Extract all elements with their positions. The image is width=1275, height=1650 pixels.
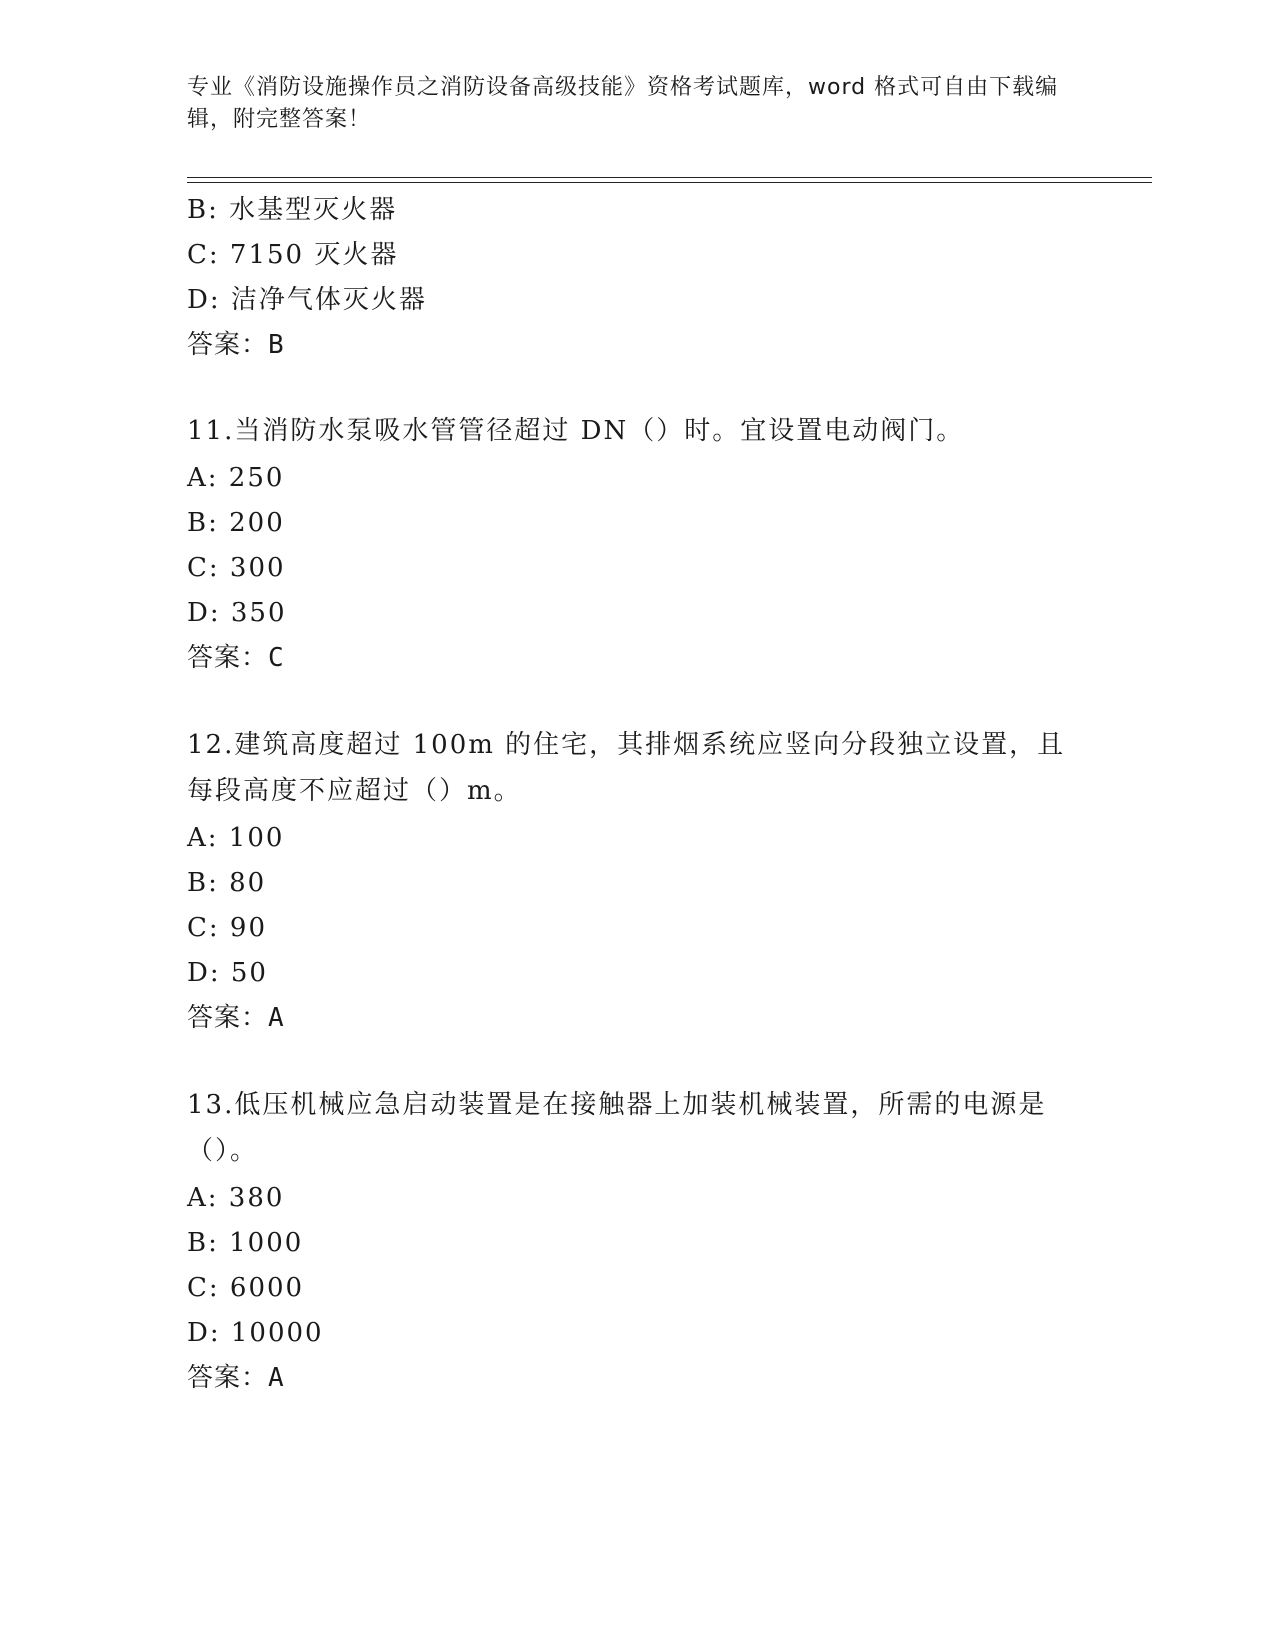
answer-value: A — [268, 1363, 285, 1393]
option-b: B: 200 — [187, 508, 285, 538]
answer-line — [187, 1358, 1067, 1398]
answer-line — [187, 998, 1067, 1038]
question-text: 12.建筑高度超过 100m 的住宅，其排烟系统应竖向分段独立设置，且每段高度不应超过（）m。 — [187, 730, 1066, 806]
header-rule-bottom — [187, 182, 1152, 183]
question-text: 13.低压机械应急启动装置是在接触器上加装机械装置，所需的电源是（）。 — [187, 1090, 1047, 1166]
option-d: D: 350 — [187, 598, 287, 628]
option-c: C: 90 — [187, 913, 268, 943]
option-d: D: 10000 — [187, 1318, 324, 1348]
option-b: B: 水基型灭火器 — [187, 195, 398, 225]
option-d: D: 50 — [187, 958, 268, 988]
document-header — [187, 72, 1067, 136]
option-c: C: 6000 — [187, 1273, 305, 1303]
answer-label: 答案： — [187, 1363, 269, 1393]
option-c: C: 300 — [187, 553, 286, 583]
answer-label: 答案： — [187, 1003, 269, 1033]
answer-value: B — [268, 330, 285, 360]
answer-label: 答案： — [187, 643, 269, 673]
option-d: D: 洁净气体灭火器 — [187, 285, 427, 315]
option-b: B: 1000 — [187, 1228, 304, 1258]
answer-value: A — [268, 1003, 285, 1033]
option-b: B: 80 — [187, 868, 267, 898]
option-a: A: 250 — [187, 463, 285, 493]
answer-line — [187, 638, 1067, 678]
question-text: 11.当消防水泵吸水管管径超过 DN（）时。宜设置电动阀门。 — [187, 416, 965, 446]
answer-value: C — [268, 643, 285, 673]
option-a: A: 380 — [187, 1183, 285, 1213]
header-rule-top — [187, 177, 1152, 178]
header-text: 专业《消防设施操作员之消防设备高级技能》资格考试题库，word 格式可自由下载编辑，附完整答案！ — [187, 75, 1059, 132]
answer-line — [187, 325, 1067, 365]
option-c: C: 7150 灭火器 — [187, 240, 399, 270]
option-a: A: 100 — [187, 823, 285, 853]
answer-label: 答案： — [187, 330, 269, 360]
